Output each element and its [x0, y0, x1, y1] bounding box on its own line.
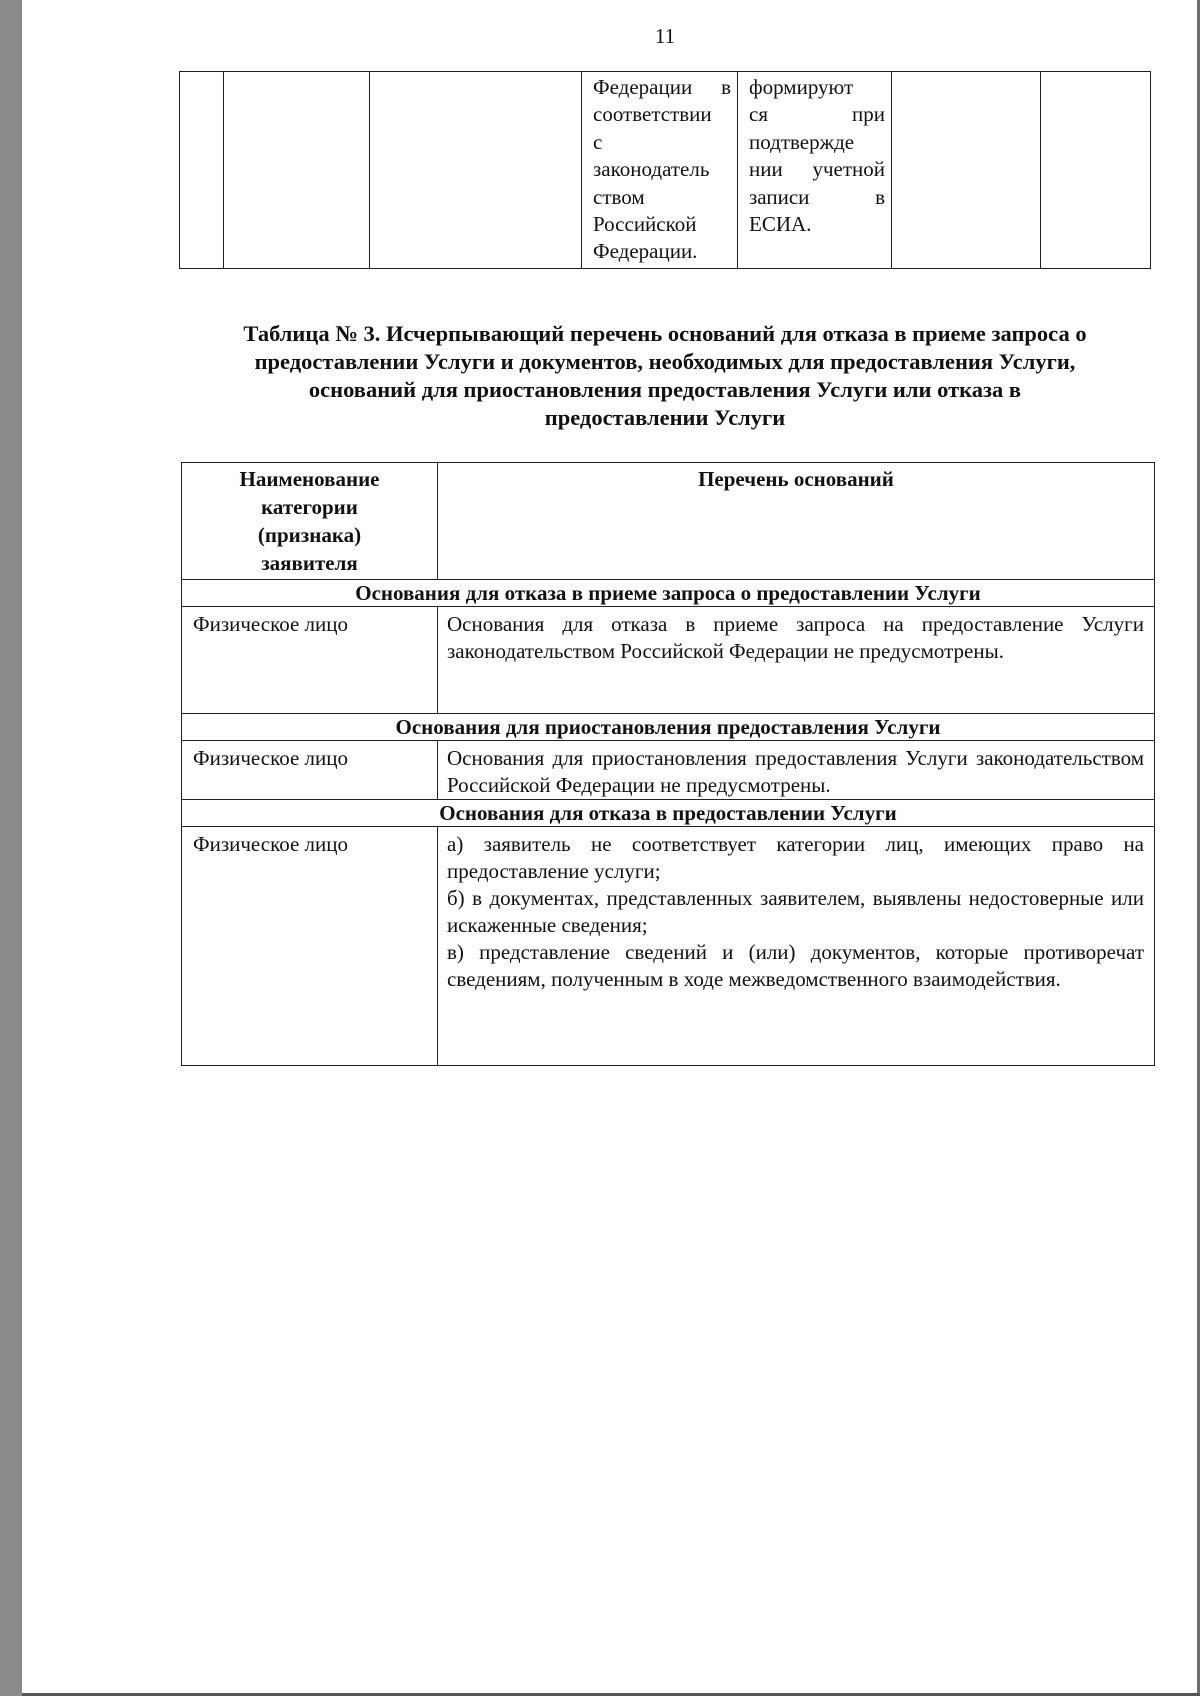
- esia-cell: [738, 72, 892, 269]
- section-title: Основания для отказа в приеме запроса о предоставлении Услуги: [182, 580, 1155, 607]
- grounds-text: Основания для отказа в приеме запроса на предоставление Услуги законодательством Российской Федерации не предусмотрены.: [447, 612, 1144, 663]
- continuation-table: [179, 71, 1151, 269]
- cell-line: Федерации в: [593, 75, 731, 99]
- table-row: [182, 741, 1155, 800]
- section-title: Основания для отказа в предоставлении Услуги: [182, 800, 1155, 827]
- empty-cell: [180, 72, 224, 269]
- cell-line: Российской: [593, 212, 697, 237]
- category-cell: Физическое лицо: [182, 827, 438, 1066]
- table-row: [180, 72, 1151, 269]
- caption-line: Таблица № 3. Исчерпывающий перечень оснований для отказа в приеме запроса о: [243, 321, 1087, 346]
- grounds-table: [181, 462, 1155, 1066]
- grounds-cell: [438, 607, 1155, 714]
- page-number: 11: [654, 24, 676, 48]
- caption-line: предоставлении Услуги и документов, необходимых для предоставления Услуги,: [254, 349, 1076, 374]
- cell-line: ЕСИА.: [749, 212, 812, 237]
- caption-line: оснований для приостановления предоставления Услуги или отказа в: [308, 377, 1022, 402]
- cell-line: законодатель: [593, 157, 710, 182]
- section-row: [182, 580, 1155, 607]
- grounds-text: б) в документах, представленных заявителем, выявлены недостоверные или искаженные сведения;: [447, 886, 1144, 937]
- cell-line: формируют: [749, 75, 854, 99]
- section-title: Основания для приостановления предоставления Услуги: [182, 714, 1155, 741]
- header-grounds: Перечень оснований: [438, 463, 1155, 580]
- grounds-text: Основания для приостановления предоставления Услуги законодательством Российской Федерации не предусмотрены.: [447, 746, 1144, 797]
- grounds-cell: [438, 741, 1155, 800]
- table-row: [182, 827, 1155, 1066]
- cell-line: ся при: [749, 102, 885, 127]
- header-category: [182, 463, 438, 580]
- cell-line: Федерации.: [593, 239, 698, 264]
- header-line: категории: [261, 495, 358, 519]
- category-cell: Физическое лицо: [182, 607, 438, 714]
- header-line: Наименование: [239, 467, 380, 491]
- cell-line: соответствии: [593, 102, 712, 127]
- header-line: заявителя: [261, 551, 358, 575]
- cell-line: ством: [593, 184, 645, 209]
- cell-line: нии учетной: [749, 157, 885, 182]
- cell-line: с: [593, 129, 603, 154]
- table-row: [182, 607, 1155, 714]
- empty-cell: [224, 72, 370, 269]
- table-caption: [200, 320, 1130, 432]
- header-line: (признака): [257, 523, 362, 547]
- section-row: [182, 714, 1155, 741]
- empty-cell: [370, 72, 582, 269]
- legislation-cell: [582, 72, 738, 269]
- caption-line: предоставлении Услуги: [544, 405, 786, 430]
- cell-line: записи в: [749, 184, 885, 209]
- empty-cell: [892, 72, 1041, 269]
- grounds-text: а) заявитель не соответствует категории лиц, имеющих право на предоставление услуги;: [447, 832, 1144, 883]
- empty-cell: [1041, 72, 1151, 269]
- cell-line: подтвержде: [749, 129, 855, 154]
- scan-left-margin: [0, 0, 22, 1696]
- section-row: [182, 800, 1155, 827]
- category-cell: Физическое лицо: [182, 741, 438, 800]
- header-row: [182, 463, 1155, 580]
- grounds-text: в) представление сведений и (или) документов, которые противоречат сведениям, полученным в ходе межведомственного взаимодействия.: [447, 940, 1144, 991]
- grounds-cell: [438, 827, 1155, 1066]
